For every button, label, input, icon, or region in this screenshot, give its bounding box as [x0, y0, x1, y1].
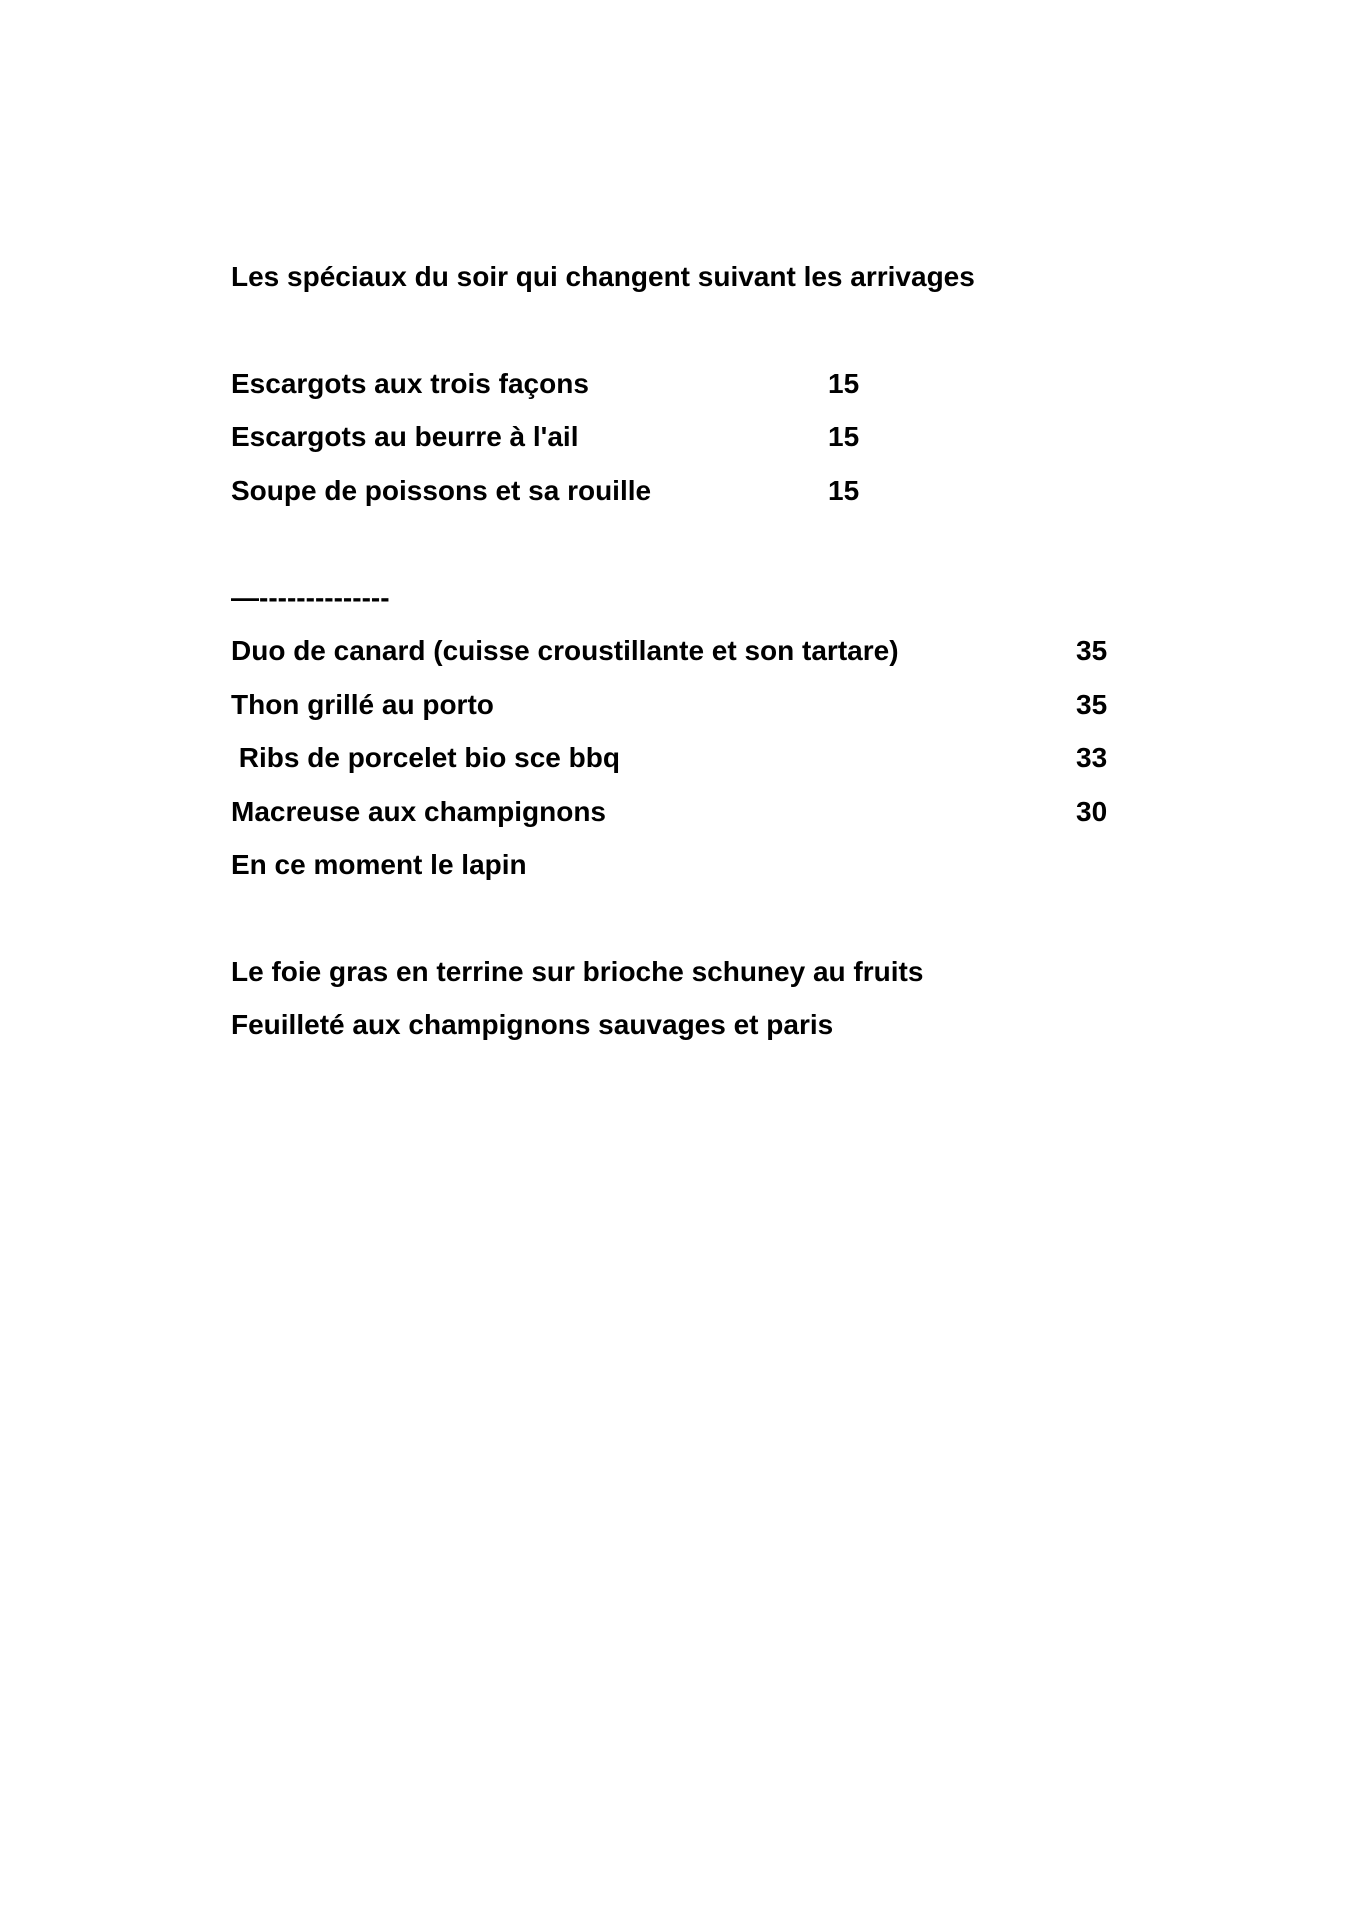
menu-item-price: 15	[828, 475, 860, 506]
menu-item-price: 35	[1076, 689, 1108, 720]
menu-item-name: Escargots au beurre à l'ail	[231, 421, 579, 452]
section-separator: —--------------	[231, 582, 390, 613]
menu-item-name: Thon grillé au porto	[231, 689, 494, 720]
menu-item-price: 33	[1076, 742, 1108, 773]
menu-item-price: 35	[1076, 635, 1108, 666]
menu-title: Les spéciaux du soir qui changent suivant les arrivages	[231, 261, 975, 292]
menu-item-name: Feuilleté aux champignons sauvages et paris	[231, 1009, 834, 1040]
menu-item-name: Escargots aux trois façons	[231, 368, 589, 399]
menu-item-name: Duo de canard (cuisse croustillante et son tartare)	[231, 635, 899, 666]
menu-item-name: En ce moment le lapin	[231, 849, 527, 880]
menu-item-name: Le foie gras en terrine sur brioche schuney au fruits	[231, 956, 924, 987]
menu-item-name: Macreuse aux champignons	[231, 796, 607, 827]
menu-item-name: Ribs de porcelet bio sce bbq	[231, 742, 620, 773]
menu-item-price: 30	[1076, 796, 1108, 827]
menu-item-name: Soupe de poissons et sa rouille	[231, 475, 652, 506]
menu-item-price: 15	[828, 368, 860, 399]
menu-item-price: 15	[828, 421, 860, 452]
